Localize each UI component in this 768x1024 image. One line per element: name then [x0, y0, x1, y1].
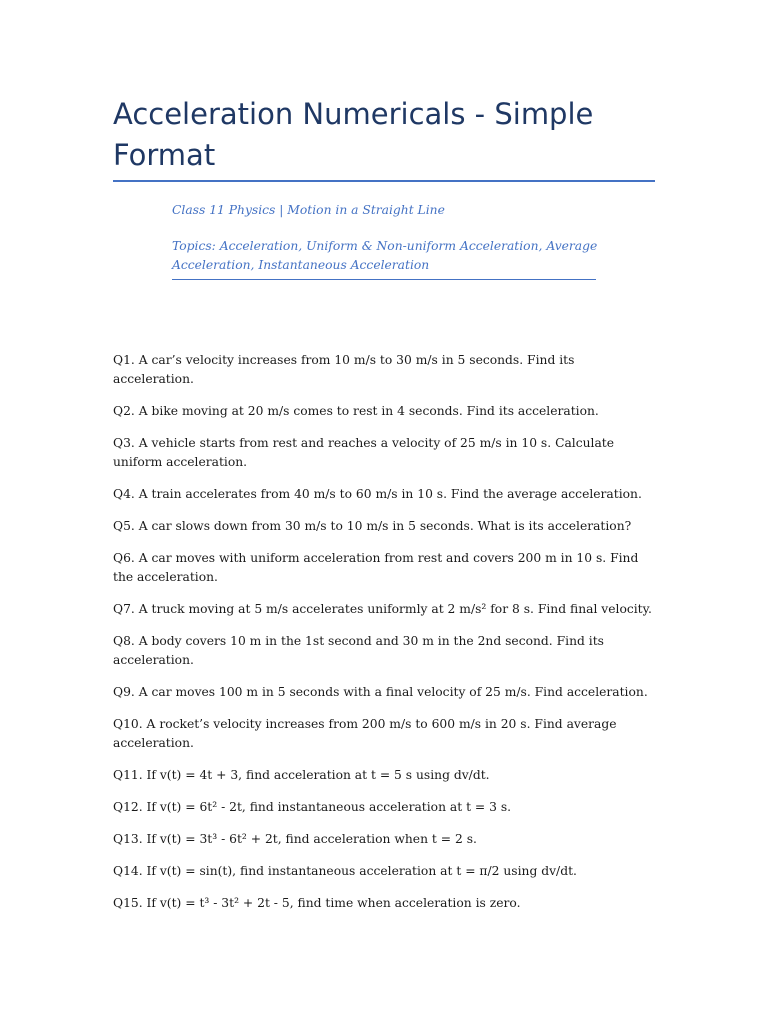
question-item: Q12. If v(t) = 6t² - 2t, find instantaneous acceleration at t = 3 s.	[113, 800, 512, 814]
question-item: Q6. A car moves with uniform acceleration from rest and covers 200 m in 10 s. Find the acceleration.	[113, 551, 639, 584]
document-meta	[172, 201, 602, 275]
page-title: Acceleration Numericals - Simple Format	[113, 97, 594, 172]
question-list	[113, 351, 658, 926]
question-item: Q14. If v(t) = sin(t), find instantaneous acceleration at t = π/2 using dv/dt.	[113, 864, 577, 878]
question-item: Q2. A bike moving at 20 m/s comes to rest in 4 seconds. Find its acceleration.	[113, 404, 599, 418]
question-item: Q9. A car moves 100 m in 5 seconds with a final velocity of 25 m/s. Find acceleration.	[113, 685, 648, 699]
question-item: Q4. A train accelerates from 40 m/s to 60 m/s in 10 s. Find the average acceleration.	[113, 487, 642, 501]
question-item: Q10. A rocket’s velocity increases from 200 m/s to 600 m/s in 20 s. Find average acceleration.	[113, 717, 617, 750]
question-item: Q13. If v(t) = 3t³ - 6t² + 2t, find acceleration when t = 2 s.	[113, 832, 477, 846]
question-item: Q15. If v(t) = t³ - 3t² + 2t - 5, find time when acceleration is zero.	[113, 896, 521, 910]
question-item: Q1. A car’s velocity increases from 10 m/s to 30 m/s in 5 seconds. Find its acceleration.	[113, 353, 575, 386]
title-underline	[113, 180, 655, 182]
question-item: Q7. A truck moving at 5 m/s accelerates uniformly at 2 m/s² for 8 s. Find final velocity.	[113, 602, 652, 616]
question-item: Q11. If v(t) = 4t + 3, find acceleration at t = 5 s using dv/dt.	[113, 768, 490, 782]
question-item: Q3. A vehicle starts from rest and reaches a velocity of 25 m/s in 10 s. Calculate uniform acceleration.	[113, 436, 615, 469]
subtitle: Class 11 Physics | Motion in a Straight Line	[172, 203, 445, 217]
topics-line: Topics: Acceleration, Uniform & Non-uniform Acceleration, Average Acceleration, Instantaneous Acceleration	[172, 239, 598, 272]
meta-underline	[172, 279, 596, 280]
question-item: Q5. A car slows down from 30 m/s to 10 m/s in 5 seconds. What is its acceleration?	[113, 519, 632, 533]
question-item: Q8. A body covers 10 m in the 1st second and 30 m in the 2nd second. Find its acceleration.	[113, 634, 604, 667]
